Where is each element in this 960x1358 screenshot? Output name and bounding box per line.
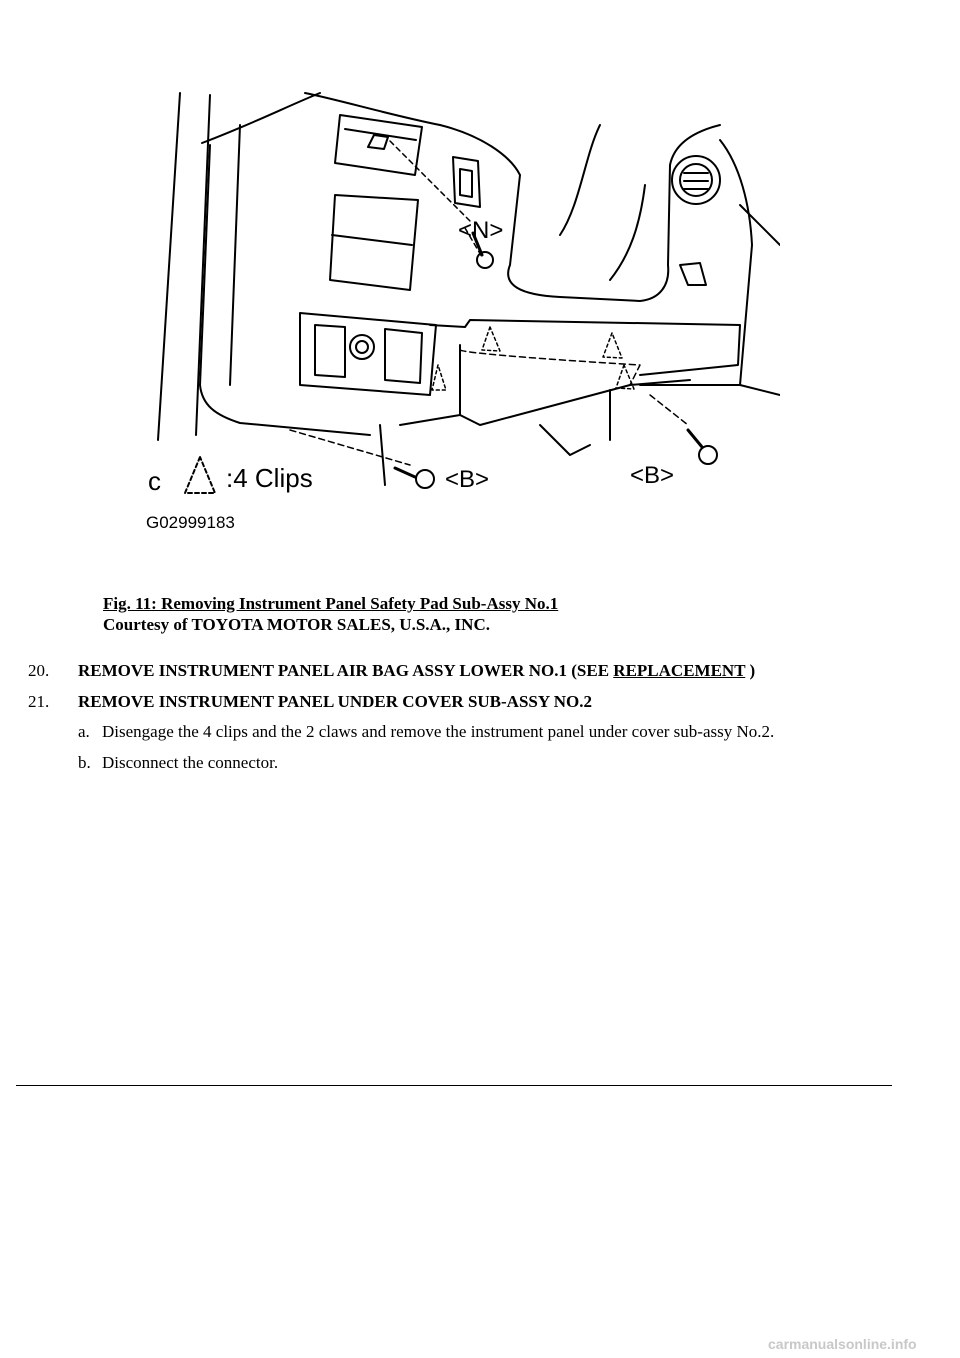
figure-code: G02999183 [146, 513, 235, 532]
instrument-panel-figure [140, 85, 780, 535]
screw-label-b-left: <B> [445, 466, 490, 493]
step-text: REMOVE INSTRUMENT PANEL UNDER COVER SUB-ASSY NO.2 [78, 692, 593, 711]
figure-caption-credit: Courtesy of TOYOTA MOTOR SALES, U.S.A., INC. [103, 615, 490, 634]
substep-letter: a. [78, 722, 90, 741]
substep-text: Disconnect the connector. [102, 753, 279, 772]
legend-clip-letter: c [148, 466, 161, 496]
footer-watermark: carmanualsonline.info [768, 1336, 917, 1352]
step-20 [28, 661, 755, 681]
step-number: 21. [28, 692, 50, 711]
replacement-link[interactable]: REPLACEMENT [613, 661, 746, 680]
step-21 [28, 692, 592, 712]
substep-b [78, 753, 278, 773]
instrument-panel-drawing [140, 85, 780, 535]
screw-label-b-right: <B> [630, 462, 675, 489]
substep-a [78, 722, 774, 742]
legend-clip-text: :4 Clips [226, 463, 313, 493]
step-text-end: ) [745, 661, 756, 680]
page-divider [16, 1085, 892, 1086]
step-text: REMOVE INSTRUMENT PANEL AIR BAG ASSY LOWER NO.1 (SEE [78, 661, 614, 680]
screw-label-n: <N> [458, 217, 504, 244]
step-number: 20. [28, 661, 50, 680]
substep-letter: b. [78, 753, 91, 772]
substep-text: Disengage the 4 clips and the 2 claws and remove the instrument panel under cover sub-assy No.2. [102, 722, 775, 741]
figure-caption-title: Fig. 11: Removing Instrument Panel Safety Pad Sub-Assy No.1 [103, 594, 559, 613]
